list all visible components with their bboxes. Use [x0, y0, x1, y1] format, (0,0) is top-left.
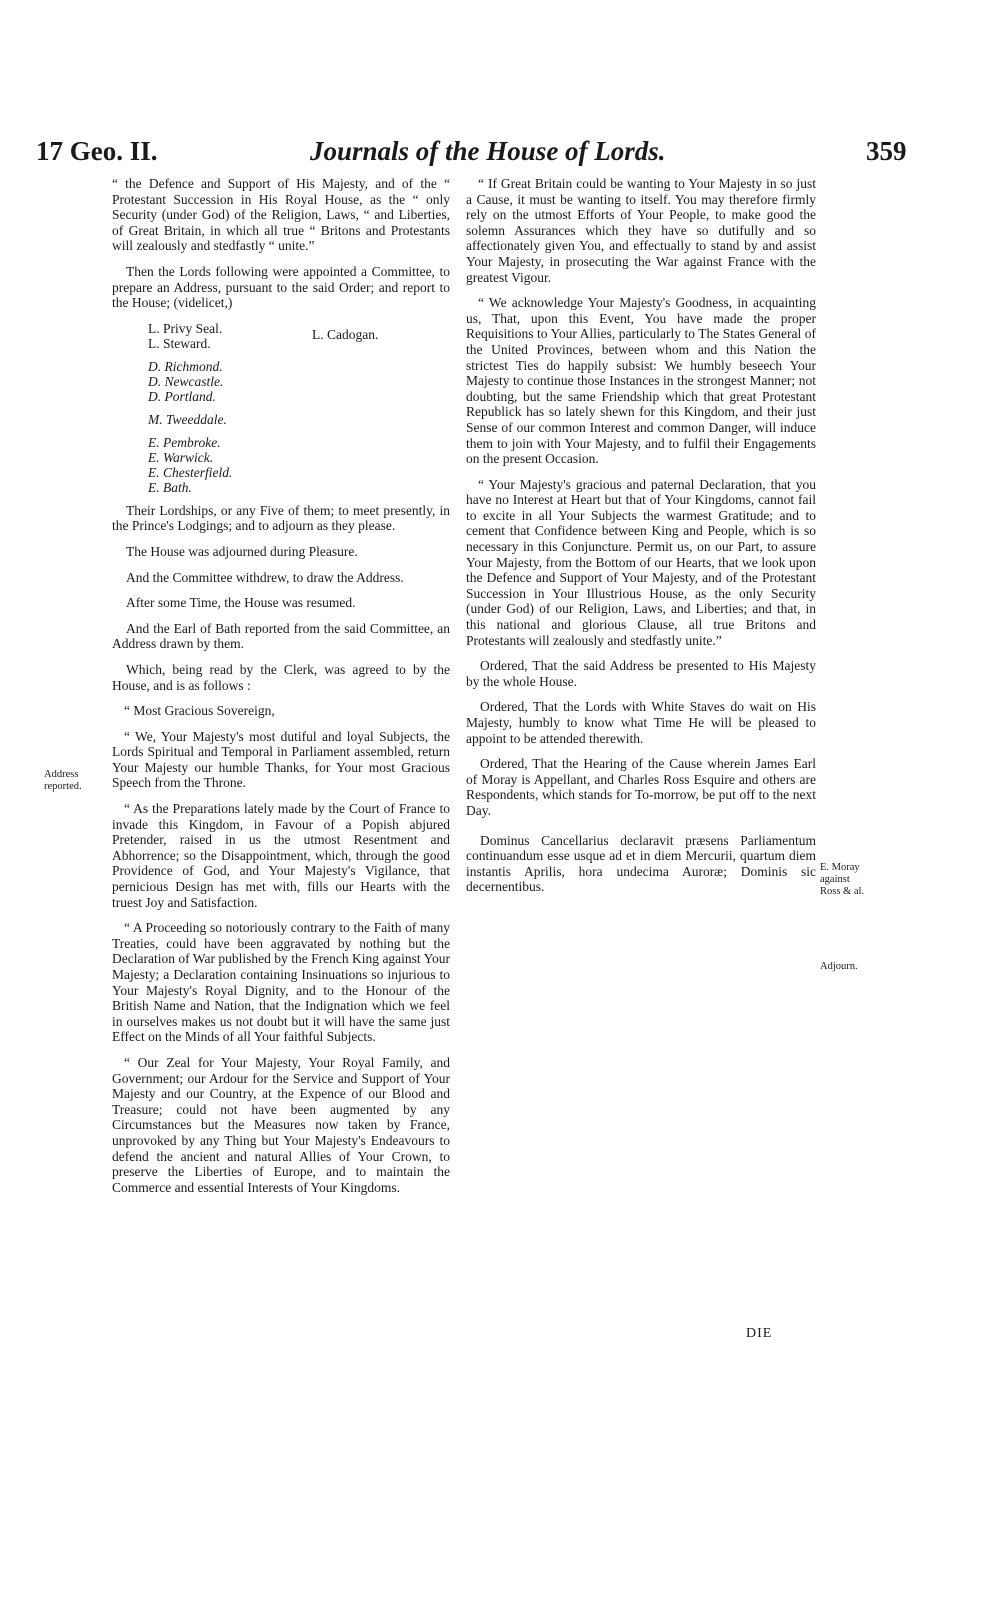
address-paragraph: “ As the Preparations lately made by the Court of France to invade this Kingdom, in Favour of a Popish abjured Pretender, raised in us the utmost Resentment and Abhorrence; so the Disappointment, which, through the good Providence of God, and Your Majesty's Vigilance, that pernicious Design has met with, fills our Hearts with the truest Joy and Satisfaction. [112, 801, 450, 910]
address-paragraph: “ Your Majesty's gracious and paternal Declaration, that you have no Interest at Heart but that of Your Kingdoms, cannot fail to excite in all Your Subjects the warmest Gratitude; and to cement that Confidence between King and People, which is so necessary in this Conjuncture. Permit us, on our Part, to assure Your Majesty, from the Bottom of our Hearts, that we look upon the Defence and Support of Your Majesty, and of the Protestant Succession in Your Illustrious House, as the only Security (under God) of our Religion, Laws, and Liberties; and that, in this national and glorious Clause, all true Britons and Protestants will zealously and stedfastly unite.” [466, 476, 816, 648]
lord-entry: L. Privy Seal. [148, 320, 223, 336]
committee-withdrew: And the Committee withdrew, to draw the Address. [126, 569, 404, 585]
lord-entry: E. Warwick. [148, 449, 214, 465]
lord-entry: M. Tweeddale. [148, 411, 227, 427]
margin-note-adjourn: Adjourn. [820, 961, 858, 972]
address-paragraph: “ A Proceeding so notoriously contrary to the Faith of many Treaties, could have been aggravated by nothing but the Declaration of War published by the French King against Your Majesty; a Declaration containing Insinuations so injurious to Your Majesty's Royal Dignity, and to the Honour of the British Name and Nation, that the Indignation which we feel in ourselves makes us not doubt but it will have the same just Effect on the Minds of all Your faithful Subjects. [112, 920, 450, 1045]
page-number: 359 [866, 136, 907, 166]
lord-entry: L. Cadogan. [312, 326, 379, 342]
address-agreed: Which, being read by the Clerk, was agreed to by the House, and is as follows : [112, 661, 450, 693]
address-paragraph: “ Our Zeal for Your Majesty, Your Royal Family, and Government; our Ardour for the Service and Support of Your Majesty and our Country, at the Expence of our Blood and Treasure; could not have been augmented by any Circumstances but the Measures now taken by France, unprovoked by any Thing but Your Majesty's Endeavours to defend the ancient and natural Allies of Your Crown, to preserve the Liberties of Europe, and to maintain the Commerce and essential Interests of Your Kingdoms. [112, 1054, 450, 1195]
address-paragraph: “ We, Your Majesty's most dutiful and loyal Subjects, the Lords Spiritual and Temporal in Parliament assembled, return Your Majesty our humble Thanks, for Your most Gracious Speech from the Throne. [112, 728, 450, 791]
address-closing-fragment: “ the Defence and Support of His Majesty, and of the “ Protestant Succession in His Royal House, as the “ only Security (under God) of the Religion, Laws, “ and Liberties, of Great Britain, in which all true “ Britons and Protestants will zealously and stedfastly “ unite.” [112, 176, 450, 254]
journal-title-header: Journals of the House of Lords. [310, 136, 666, 166]
committee-lords-list [112, 320, 450, 495]
lord-entry: D. Portland. [148, 388, 216, 404]
lord-entry: L. Steward. [148, 335, 211, 351]
house-adjourned: The House was adjourned during Pleasure. [126, 543, 358, 559]
quorum-note: Their Lordships, or any Five of them; to meet presently, in the Prince's Lodgings; and to adjourn as they please. [112, 502, 450, 534]
lord-entry: D. Richmond. [148, 358, 223, 374]
margin-note-address-reported: Address reported. [44, 769, 82, 792]
address-paragraph: “ We acknowledge Your Majesty's Goodness, in acquainting us, That, upon this Event, You have made the proper Requisitions to Your Allies, particularly to The States General of the United Provinces, between whom and this Nation the strictest Ties do happily subsist: We humbly beseech Your Majesty to continue those Instances in the strongest Manner; not doubting, but the same Friendship which that great Protestant Republick has so lately shewn for this Kingdom, and their just Sense of our common Interest and common Danger, will induce them to join with Your Majesty, and to fulfil their Engagements on the present Occasion. [466, 295, 816, 467]
lord-entry: D. Newcastle. [148, 373, 224, 389]
right-column [466, 176, 816, 905]
margin-note-moray: E. Moray against Ross & al. [820, 862, 865, 897]
left-column [112, 176, 450, 1205]
adjournment-latin: Dominus Cancellarius declaravit præsens Parliamentum continuandum esse usque ad et in diem Mercurii, quartum diem instantis Aprilis, hora undecima Auroræ; Dominis sic decernentibus. [466, 832, 816, 895]
catchword: DIE [746, 1326, 773, 1341]
lord-entry: E. Chesterfield. [148, 464, 233, 480]
order-present-address: Ordered, That the said Address be presented to His Majesty by the whole House. [466, 658, 816, 689]
house-resumed: After some Time, the House was resumed. [126, 595, 356, 611]
lord-entry: E. Bath. [148, 479, 192, 495]
order-moray-hearing: Ordered, That the Hearing of the Cause wherein James Earl of Moray is Appellant, and Charles Ross Esquire and others are Respondents, which stands for To-morrow, be put off to the next Day. [466, 756, 816, 818]
lord-entry: E. Pembroke. [148, 434, 221, 450]
earl-bath-report: And the Earl of Bath reported from the said Committee, an Address drawn by them. [112, 620, 450, 652]
address-salutation: “ Most Gracious Sovereign, [124, 703, 275, 719]
regnal-year-header: 17 Geo. II. [36, 136, 158, 166]
order-white-staves: Ordered, That the Lords with White Staves do wait on His Majesty, humbly to know what Time He will be pleased to appoint to be attended therewith. [466, 699, 816, 746]
committee-appointment: Then the Lords following were appointed a Committee, to prepare an Address, pursuant to the said Order; and report to the House; (videlicet,) [112, 263, 450, 311]
address-paragraph: “ If Great Britain could be wanting to Your Majesty in so just a Cause, it must be wanting to itself. You may therefore firmly rely on the utmost Efforts of Your People, to make good the solemn Assurances which they have so dutifully and so affectionately given You, and effectually to stand by and assist Your Majesty, in prosecuting the War against France with the greatest Vigour. [466, 176, 816, 285]
